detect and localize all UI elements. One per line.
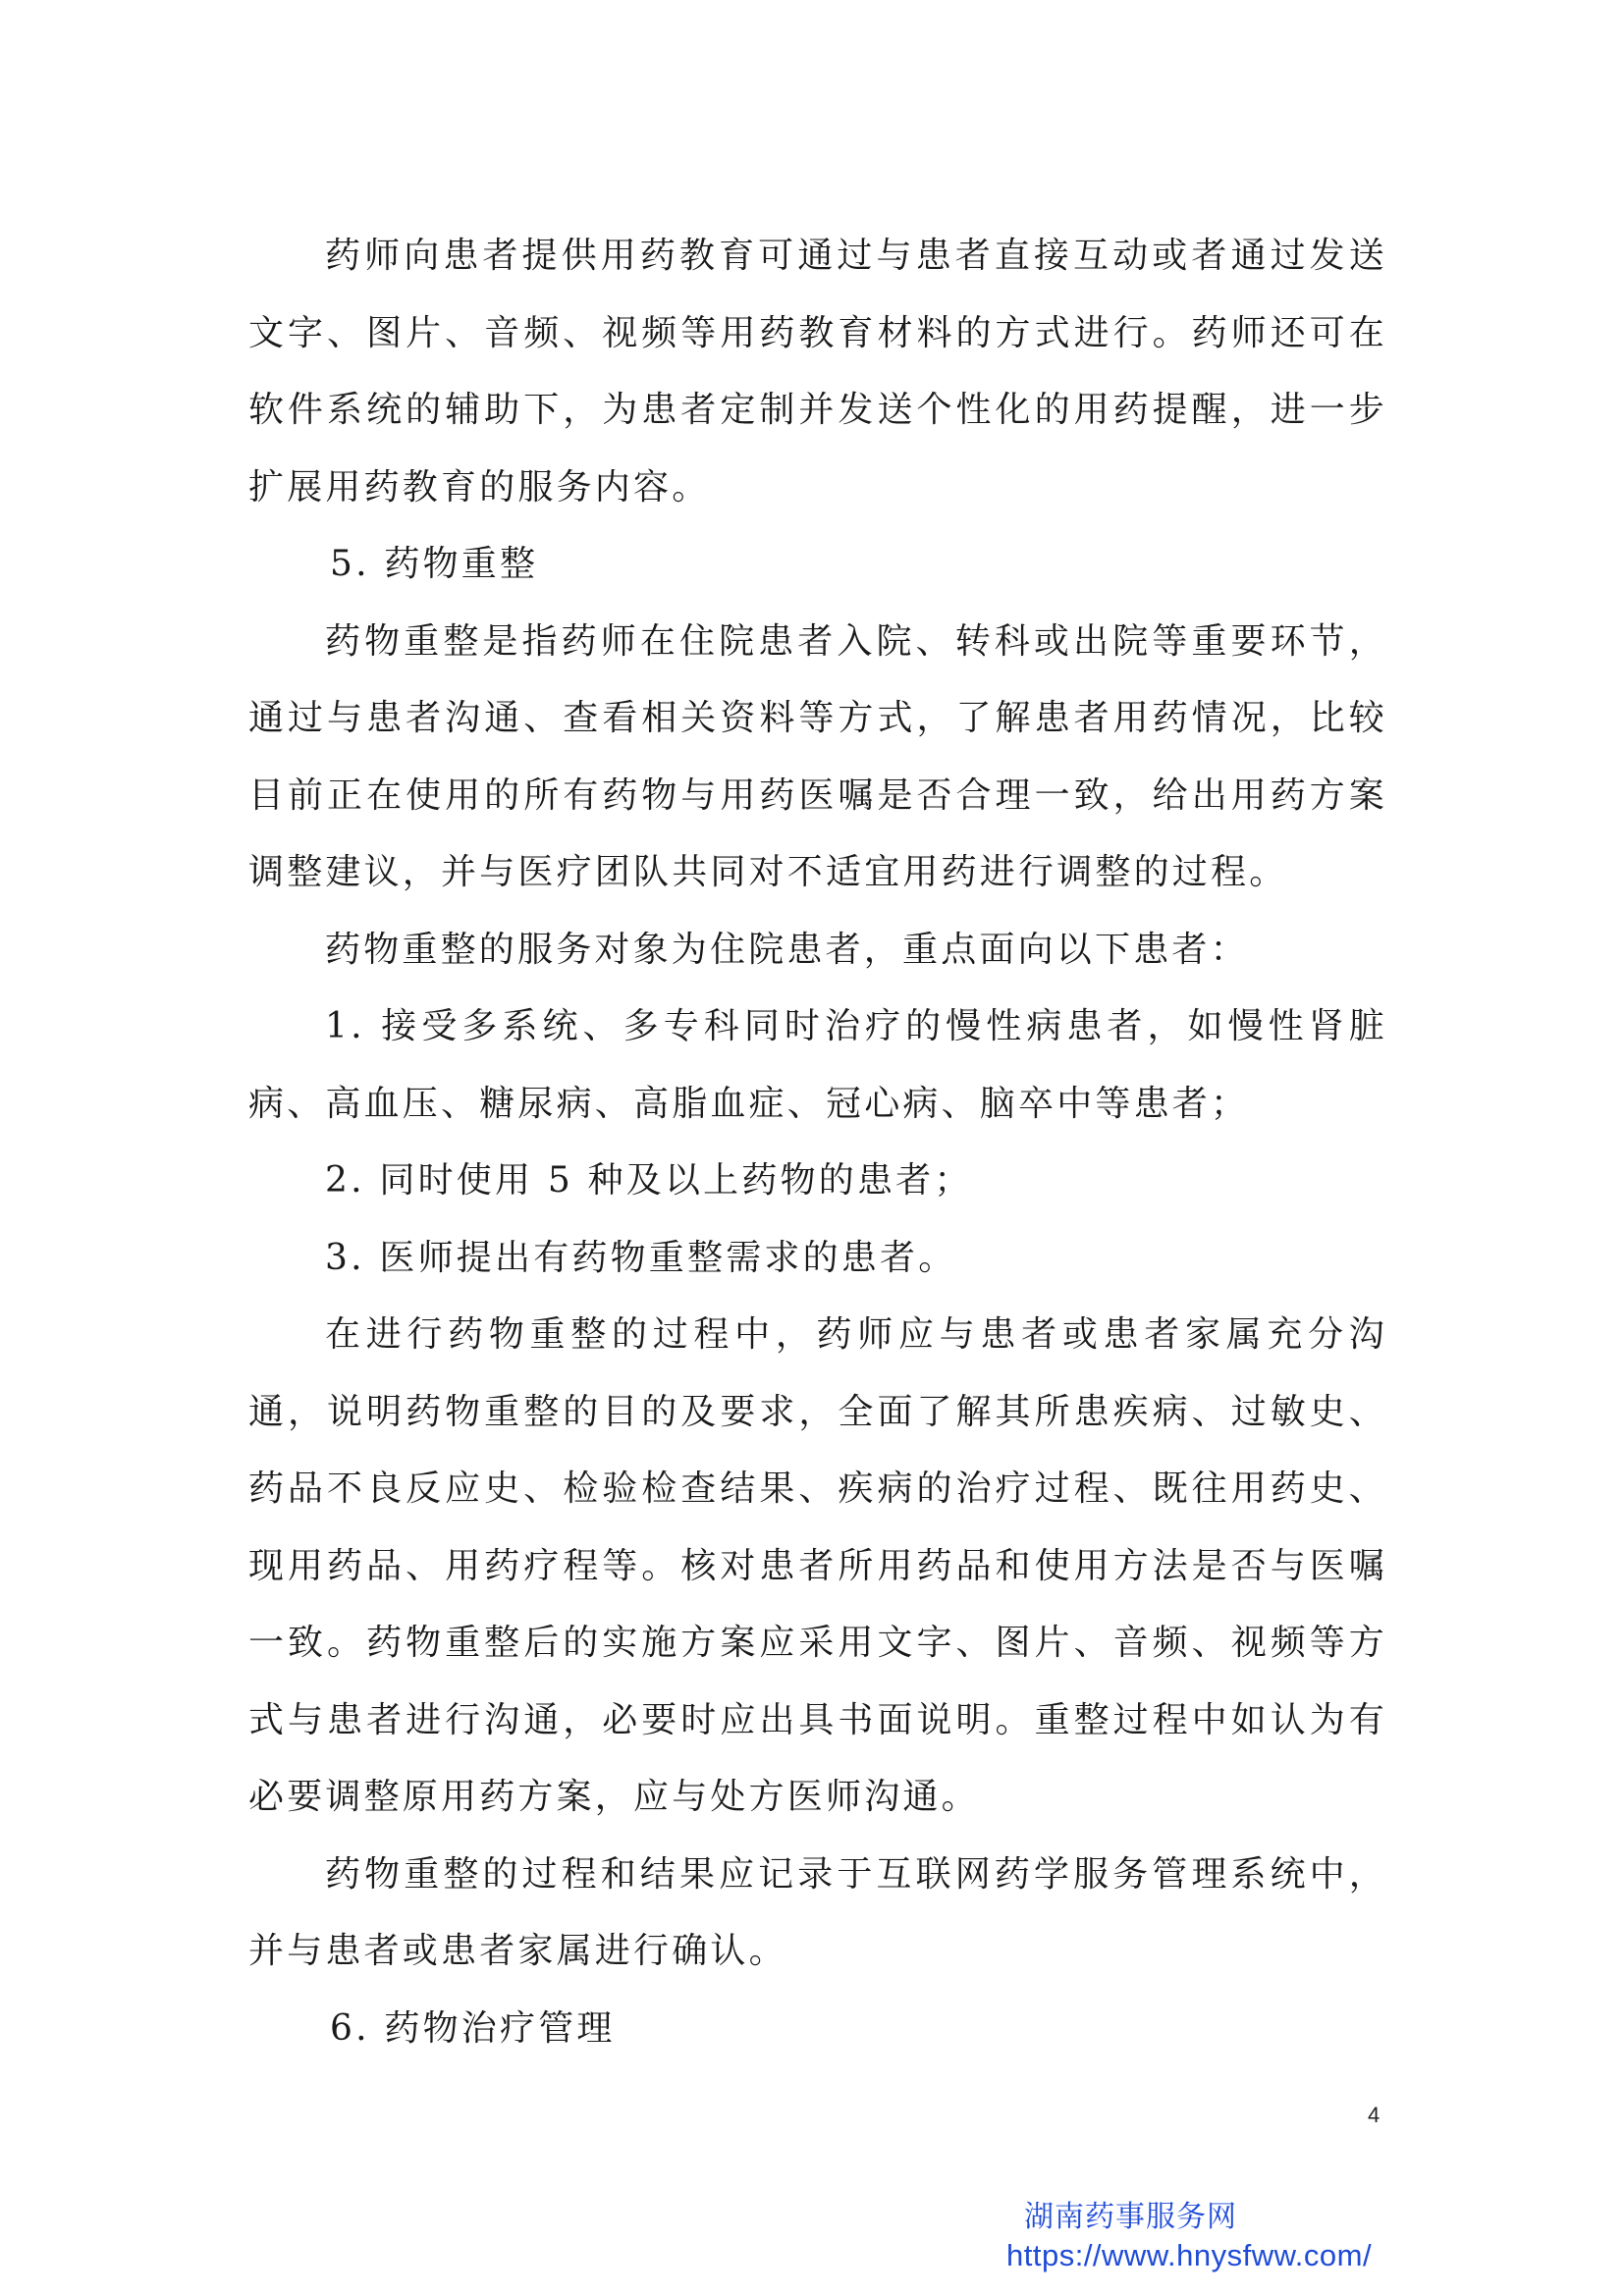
paragraph-reconciliation-definition: 药物重整是指药师在住院患者入院、转科或出院等重要环节，通过与患者沟通、查看相关资料等方式，了解患者用药情况，比较目前正在使用的所有药物与用药医嘱是否合理一致，给出用药方案调整建议，并与医疗团队共同对不适宜用药进行调整的过程。 [248, 620, 1387, 892]
section-heading-medication-therapy-management: 6. 药物治疗管理 [330, 2007, 616, 2049]
section-heading-medication-reconciliation: 5. 药物重整 [330, 544, 539, 584]
paragraph-reconciliation-process: 在进行药物重整的过程中，药师应与患者或患者家属充分沟通，说明药物重整的目的及要求，全面了解其所患疾病、过敏史、药品不良反应史、检验检查结果、疾病的治疗过程、既往用药史、现用药品、用药疗程等。核对患者所用药品和使用方法是否与医嘱一致。药物重整后的实施方案应采用文字、图片、音频、视频等方式与患者进行沟通，必要时应出具书面说明。重整过程中如认为有必要调整原用药方案，应与处方医师沟通。 [248, 1314, 1387, 1817]
list-item-3: 3. 医师提出有药物重整需求的患者。 [325, 1237, 957, 1278]
page-number: 4 [1368, 2103, 1380, 2127]
watermark-url: https://www.hnysfww.com/ [1006, 2238, 1373, 2272]
document-body [248, 218, 1387, 2067]
list-item-1: 1. 接受多系统、多专科同时治疗的慢性病患者，如慢性肾脏病、高血压、糖尿病、高脂血症、冠心病、脑卒中等患者； [248, 1006, 1387, 1124]
list-item-2: 2. 同时使用 5 种及以上药物的患者； [325, 1160, 973, 1201]
watermark-site-name: 湖南药事服务网 [1024, 2200, 1237, 2234]
paragraph-service-targets: 药物重整的服务对象为住院患者，重点面向以下患者： [325, 929, 1249, 970]
site-watermark [1006, 2199, 1419, 2275]
paragraph-medication-education: 药师向患者提供用药教育可通过与患者直接互动或者通过发送文字、图片、音频、视频等用药教育材料的方式进行。药师还可在软件系统的辅助下，为患者定制并发送个性化的用药提醒，进一步扩展用药教育的服务内容。 [248, 236, 1387, 507]
paragraph-reconciliation-record: 药物重整的过程和结果应记录于互联网药学服务管理系统中，并与患者或患者家属进行确认。 [248, 1853, 1387, 1971]
